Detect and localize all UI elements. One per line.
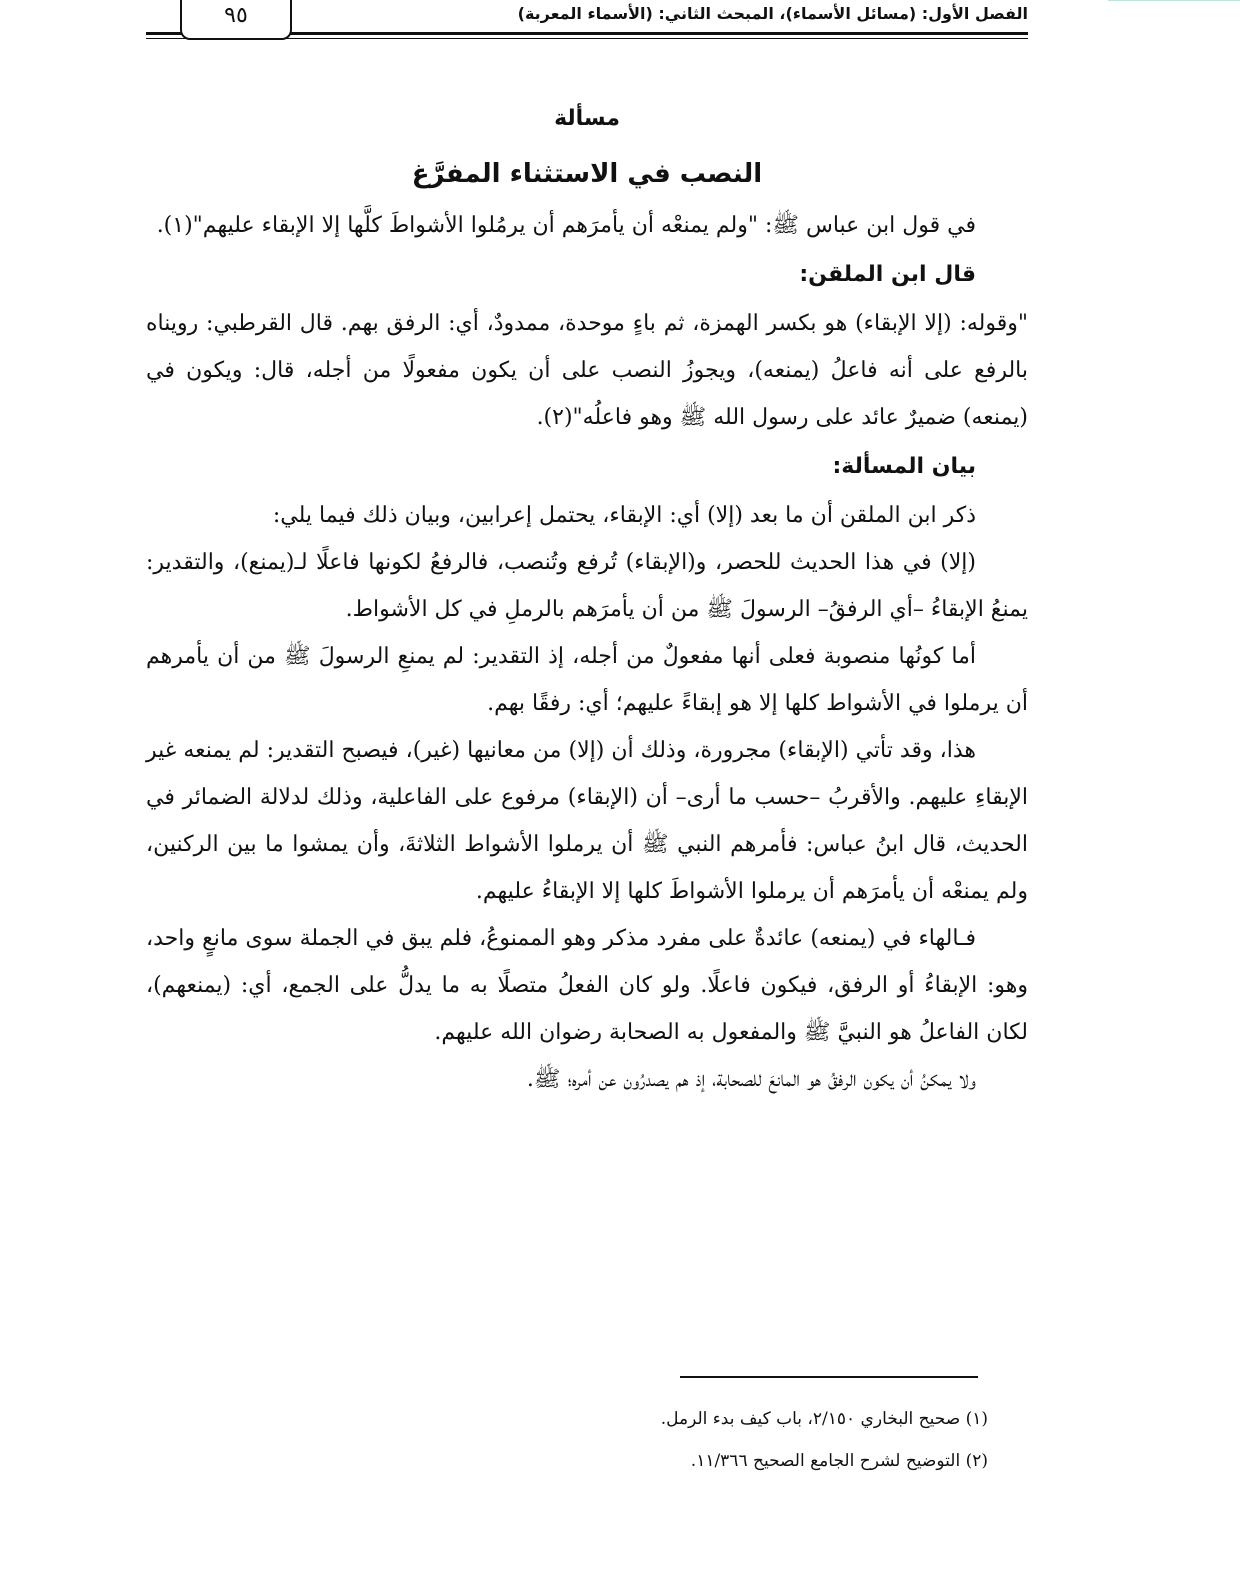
ibn-mulaqqin-quote: "وقوله: (إلا الإبقاء) هو بكسر الهمزة، ثم باءٍ موحدة، ممدودٌ، أي: الرفق بهم. قال القرطبي: رويناه بالرفع على أنه فاعلُ (يمنعه)، ويجوزُ النصب على أن يكون مفعولًا من أجله، قال: ويكون في (يمنعه) ضميرٌ عائد على رسول الله ﷺ وهو فاعلُه"(٢). (146, 311, 1028, 430)
paragraph: (إلا) في هذا الحديث للحصر، و(الإبقاء) تُرفع وتُنصب، فالرفعُ لكونها فاعلًا لـ(يمنع)، والتقدير: يمنعُ الإبقاءُ –أي الرفقُ– الرسولَ ﷺ من أن يأمرَهم بالرملِ في كل الأشواط. (146, 550, 1028, 622)
section-label: مسألة (554, 106, 620, 131)
subheading-ibn-mulaqqin: قال ابن الملقن: (799, 262, 976, 287)
paragraph: ولا يمكنُ أن يكون الرفقُ هو المانعَ للصحابة، إذ هم يصدرُون عن أمره؛ ﷺ. (526, 1067, 976, 1092)
paragraph: فـالهاء في (يمنعه) عائدةٌ على مفرد مذكر وهو الممنوعُ، فلم يبق في الجملة سوى مانعٍ واحد، وهو: الإبقاءُ أو الرفق، فيكون فاعلًا. ولو كان الفعلُ متصلًا به ما يدلُّ على الجمع، أي: (يمنعهم)، لكان الفاعلُ هو النبيَّ ﷺ والمفعول به الصحابة رضوان الله عليهم. (146, 926, 1028, 1045)
subheading-explanation: بيان المسألة: (832, 454, 976, 479)
footnote: (٢) التوضيح لشرح الجامع الصحيح ١١/٣٦٦. (690, 1451, 988, 1471)
section-title: النصب في الاستثناء المفرَّغ (411, 159, 763, 189)
page-number: ٩٥ (180, 0, 292, 40)
page-body (146, 96, 1028, 1103)
hadith-quote: في قول ابن عباس ﷺ: "ولم يمنعْه أن يأمرَهم أن يرمُلوا الأشواطَ كلَّها إلا الإبقاء عليهم"(١). (156, 213, 976, 238)
footnotes (146, 1398, 988, 1482)
footnote: (١) صحيح البخاري ٢/١٥٠، باب كيف بدء الرمل. (660, 1409, 988, 1429)
footnote-rule (680, 1376, 978, 1378)
page-header (146, 0, 1028, 42)
running-head: الفصل الأول: (مسائل الأسماء)، المبحث الثاني: (الأسماء المعربة) (517, 4, 1028, 23)
paragraph: ذكر ابن الملقن أن ما بعد (إلا) أي: الإبقاء، يحتمل إعرابين، وبيان ذلك فيما يلي: (272, 503, 976, 528)
paragraph: أما كونُها منصوبة فعلى أنها مفعولٌ من أجله، إذ التقدير: لم يمنعِ الرسولَ ﷺ من أن يأمرهم أن يرملوا في الأشواط كلها إلا هو إبقاءً عليهم؛ أي: رفقًا بهم. (146, 644, 1028, 716)
corner-mark (1108, 0, 1240, 5)
paragraph: هذا، وقد تأتي (الإبقاء) مجرورة، وذلك أن (إلا) من معانيها (غير)، فيصبح التقدير: لم يمنعه غير الإبقاءِ عليهم. والأقربُ –حسب ما أرى– أن (الإبقاء) مرفوع على الفاعلية، وذلك لدلالة الضمائر في الحديث، قال ابنُ عباس: فأمرهم النبي ﷺ أن يرملوا الأشواط الثلاثةَ، وأن يمشوا ما بين الركنين، ولم يمنعْه أن يأمرَهم أن يرملوا الأشواطَ كلها إلا الإبقاءُ عليهم. (146, 738, 1028, 904)
